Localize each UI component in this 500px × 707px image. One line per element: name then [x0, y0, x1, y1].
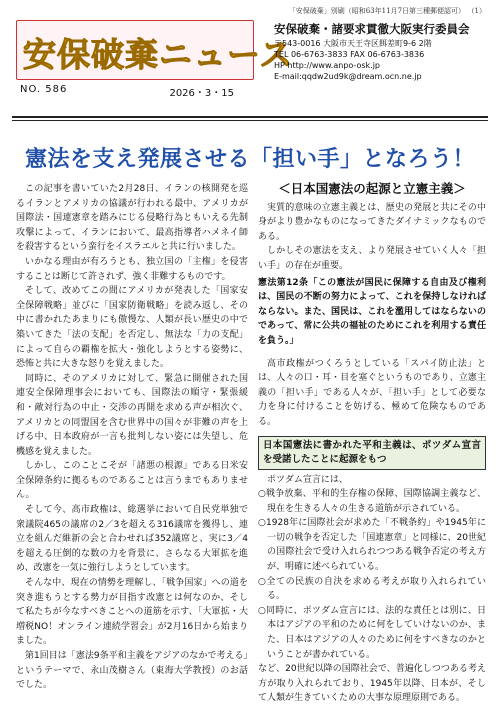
issue-info	[20, 84, 252, 99]
organization-name: 安保破棄・諸要求貫徹大阪実行委員会	[274, 22, 470, 36]
left-paragraph: そんな中、現在の情勢を理解し、「戦争国家」への道を突き進もうとする勢力が目指す改憲とは何なのか、そして私たちが今なすべきことへの道筋を示す、「大軍拡・大増税NO！オンライン連続学習会」が2月16日から始まりました。	[16, 578, 248, 647]
issue-date: 2026・3・15	[169, 88, 234, 99]
organization-email: E-mail:qqdw2ud9k@dream.ocn.ne.jp	[274, 72, 422, 81]
newsletter-title: 安保破棄ニュース	[23, 35, 294, 74]
left-paragraph: しかし、このことこそが「諸悪の根源」である日米安全保障条約に拠るものであることは言うまでもありません。	[16, 461, 248, 501]
main-headline: 憲法を支え発展させる「担い手」となろう！	[24, 147, 475, 172]
right-paragraph: しかしその憲法を支え、より発展させていく人々「担い手」の存在が重要。	[258, 246, 486, 271]
page-number: （1）	[471, 7, 486, 15]
masthead-divider-top	[12, 116, 488, 118]
organization-address: 〒543-0016 大阪市天王寺区餌差町9-6 2階	[274, 39, 432, 48]
potsdam-item: ○戦争放棄、平和的生存権の保障、国際協調主義など、現在を生きる人々の生きる道筋が示されている。	[258, 489, 486, 514]
left-paragraph: いかなる理由が有ろうとも、独立国の「主権」を侵害することは断じて許されず、強く非難するものです。	[16, 256, 248, 282]
right-column	[258, 182, 486, 706]
left-paragraph: 同時に、そのアメリカに対して、緊急に開催された国連安全保障理事会においても、国際法の順守・緊張緩和・敵対行為の中止・交渉の再開を求める声が相次ぐ、アメリカとの同盟国を含む世界中の国々が非難の声を上げる中、日本政府が一言も批判しない姿には失望し、危機感を覚えました。	[16, 373, 248, 457]
organization-info	[274, 22, 488, 82]
right-paragraph: 高市政権がつくろうとしている「スパイ防止法」とは、人々の口・耳・目を塞ぐというものであり、立憲主義の「担い手」である人々が、「担い手」として必要な力を身に付けることを妨げる、極めて危険なものである。	[258, 358, 486, 427]
masthead	[12, 18, 488, 110]
potsdam-item: ○1928年に国際社会が求めた「不戦条約」や1945年に一切の戦争を否定した「国連憲章」と同様に、20世紀の国際社会で受け入れられつつある戦争否定の考え方が、明確に述べられている。	[258, 518, 486, 573]
masthead-title-box	[16, 20, 294, 80]
issue-number: NO. 586	[20, 84, 68, 95]
potsdam-item: ○全ての民族の自決を求める考えが取り入れられている。	[258, 576, 486, 602]
right-paragraph: 実質的意味の立憲主義とは、歴史の発展と共にその中身がより豊かなものになってきたダイナミックなものである。	[258, 202, 486, 242]
left-paragraph: 第1回目は「憲法9条平和主義をアジアのなかで考える」というテーマで、永山茂樹さん（東海大学教授）のお話でした。	[16, 651, 248, 691]
organization-phone-fax: TEL 06-6763-3833 FAX 06-6763-3836	[274, 50, 425, 59]
potsdam-intro: ポツダム宣言には、	[267, 474, 348, 485]
permit-note: 「安保破棄」別刷（昭和63年11月7日第三種郵便認可）	[288, 7, 466, 15]
left-paragraph: この記事を書いていた2月28日、イランの核開発を巡るイランとアメリカの協議が行われる最中、アメリカが国際法・国連憲章を踏みにじる侵略行為ともいえる先制攻撃によって、イランにおいて、最高指導者ハメネイ師を殺害するという蛮行をイスラエルと共に行いました。	[16, 184, 248, 253]
potsdam-item: ○同時に、ポツダム宣言には、法的な責任とは別に、日本はアジアの平和のために何をしていけないのか、また、日本はアジアの人々のために何をすべきなのかということが書かれている。	[258, 605, 486, 660]
section-heading: ＜日本国憲法の起源と立憲主義＞	[278, 181, 466, 196]
header-meta-line	[289, 6, 486, 16]
organization-homepage: HP http://www.anpo-osk.jp	[274, 61, 380, 70]
closing-paragraph: など、20世紀以降の国際社会で、普遍化しつつある考え方が取り入れられており、1945年以降、日本が、そして人類が生きていくための大事な原理原則である。	[258, 664, 486, 704]
left-paragraph: そして今、高市政権は、総選挙において自民党単独で衆議院465の議席の2／3を超える316議席を獲得し、連立を組んだ維新の会と合わせれば352議席と、実に3／4を超える圧倒的な数の力を背景に、さらなる大軍拡を進め、改憲を一気に強行しようとしています。	[16, 505, 248, 574]
left-paragraph: そして、改めてこの間にアメリカが発表した「国家安全保障戦略」並びに「国家防衛戦略」を読み返し、その中に書かれたあまりにも傲慢な、人類が長い歴史の中で築いてきた「法の支配」を否定し、無法な「力の支配」によって自らの覇権を拡大・強化しようとする姿勢に、恐怖と共に大きな怒りを覚えました。	[16, 286, 248, 370]
boxed-subheading: 日本国憲法に書かれた平和主義は、ポツダム宣言を受諾したことに起源をもつ	[258, 436, 486, 470]
masthead-divider-bottom	[12, 120, 488, 121]
left-column	[16, 182, 248, 693]
constitution-article-12-quote	[258, 276, 486, 349]
quote-text: 憲法第12条「この憲法が国民に保障する自由及び権利は、国民の不断の努力によって、これを保持しなければならない。また、国民は、これを濫用してはならないのであって、常に公共の福祉のためにこれを利用する責任を負う。」	[258, 277, 486, 346]
